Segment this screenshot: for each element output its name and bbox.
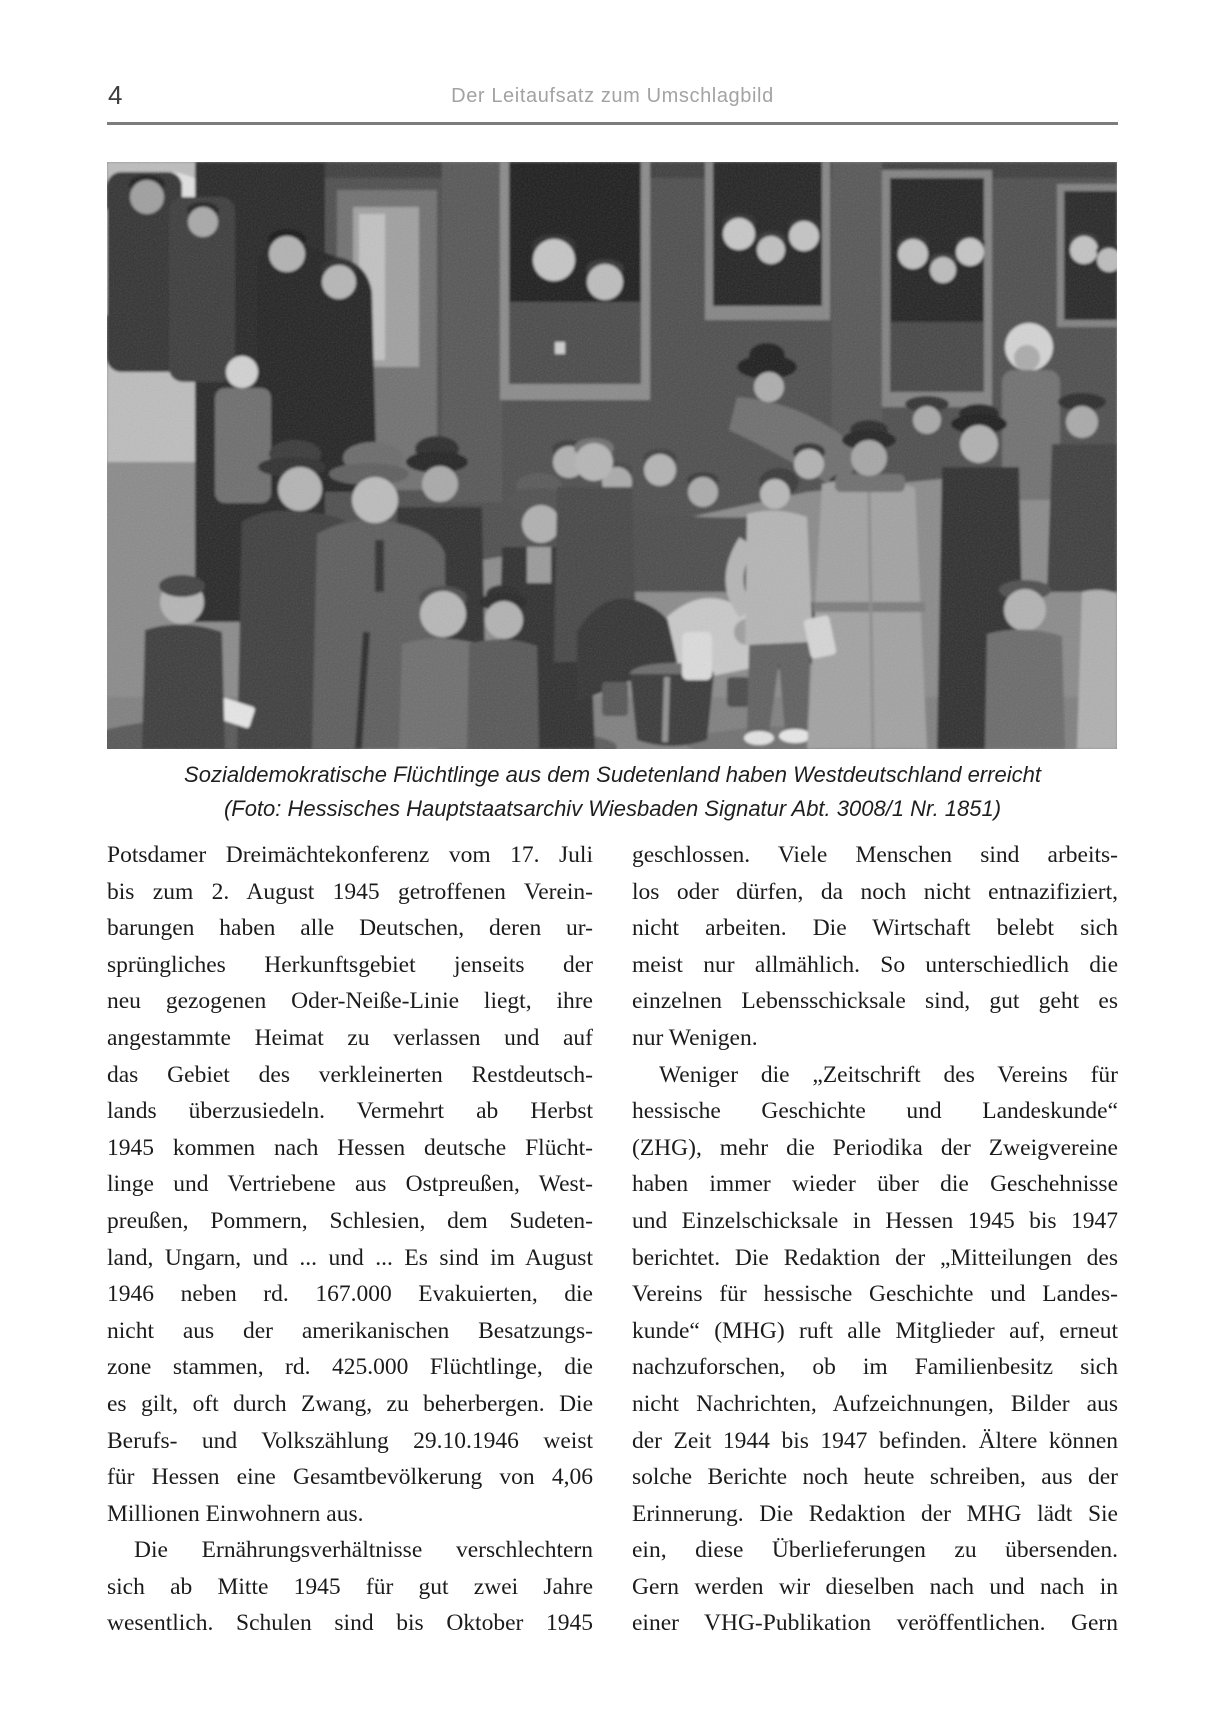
body-text: [107, 837, 1118, 1642]
text-line: los oder dürfen, da noch nicht entnazifiziert,: [632, 878, 1118, 905]
text-line: Berufs- und Volkszählung 29.10.1946 weist: [107, 1427, 593, 1454]
text-line: das Gebiet des verkleinerten Restdeutsch-: [107, 1061, 593, 1088]
photo-caption-line-2: (Foto: Hessisches Hauptstaatsarchiv Wiesbaden Signatur Abt. 3008/1 Nr. 1851): [223, 796, 1002, 821]
text-line: einzelnen Lebensschicksale sind, gut geht es: [632, 988, 1118, 1015]
text-column-right: [632, 837, 1118, 1642]
text-line: nicht Nachrichten, Aufzeichnungen, Bilder aus: [632, 1390, 1118, 1417]
photo-caption: [107, 758, 1118, 826]
text-line: barungen haben alle Deutschen, deren ur-: [107, 915, 593, 942]
text-line: nicht arbeiten. Die Wirtschaft belebt sich: [632, 915, 1118, 942]
page-content: [107, 0, 1118, 1642]
text-line: ein, diese Überlieferungen zu übersenden.: [632, 1537, 1118, 1564]
text-line: und Einzelschicksale in Hessen 1945 bis 1947: [632, 1207, 1118, 1234]
refugee-photo: [107, 162, 1117, 749]
text-line: es gilt, oft durch Zwang, zu beherbergen. Die: [107, 1390, 593, 1417]
text-line: neu gezogenen Oder-Neiße-Linie liegt, ihre: [107, 988, 593, 1015]
text-line: nur Wenigen.: [632, 1024, 758, 1051]
text-line: nachzuforschen, ob im Familienbesitz sich: [632, 1354, 1118, 1381]
text-line: haben immer wieder über die Geschehnisse: [632, 1171, 1118, 1198]
text-line: Millionen Einwohnern aus.: [107, 1500, 364, 1527]
running-head-title: Der Leitaufsatz zum Umschlagbild: [451, 85, 774, 107]
text-line: der Zeit 1944 bis 1947 befinden. Ältere können: [632, 1427, 1118, 1454]
text-line: kunde“ (MHG) ruft alle Mitglieder auf, erneut: [632, 1317, 1118, 1344]
text-line: Gern werden wir dieselben nach und nach in: [632, 1573, 1118, 1600]
text-line: linge und Vertriebene aus Ostpreußen, West-: [107, 1171, 593, 1198]
text-line: für Hessen eine Gesamtbevölkerung von 4,06: [107, 1464, 593, 1491]
text-line: sprüngliches Herkunftsgebiet jenseits der: [107, 951, 593, 978]
text-line: geschlossen. Viele Menschen sind arbeits-: [632, 842, 1118, 868]
text-line: Erinnerung. Die Redaktion der MHG lädt Sie: [632, 1500, 1118, 1527]
text-line: Weniger die „Zeitschrift des Vereins für: [659, 1061, 1118, 1088]
text-line: nicht aus der amerikanischen Besatzungs-: [107, 1317, 593, 1344]
text-line: zone stammen, rd. 425.000 Flüchtlinge, die: [107, 1354, 593, 1381]
text-line: 1945 kommen nach Hessen deutsche Flücht-: [107, 1134, 593, 1161]
text-line: wesentlich. Schulen sind bis Oktober 1945: [107, 1610, 593, 1637]
photo-caption-line-1: Sozialdemokratische Flüchtlinge aus dem Sudetenland haben Westdeutschland erreicht: [184, 762, 1041, 787]
page-header: [107, 0, 1118, 125]
text-line: hessische Geschichte und Landeskunde“: [632, 1098, 1118, 1125]
text-line: berichtet. Die Redaktion der „Mitteilungen des: [632, 1244, 1118, 1271]
text-line: meist nur allmählich. So unterschiedlich die: [632, 951, 1118, 978]
text-line: Vereins für hessische Geschichte und Landes-: [632, 1281, 1118, 1308]
text-line: preußen, Pommern, Schlesien, dem Sudeten-: [107, 1207, 593, 1234]
text-line: angestammte Heimat zu verlassen und auf: [107, 1024, 593, 1051]
text-line: sich ab Mitte 1945 für gut zwei Jahre: [107, 1573, 593, 1600]
text-line: Potsdamer Dreimächtekonferenz vom 17. Juli: [107, 842, 593, 868]
text-line: (ZHG), mehr die Periodika der Zweigvereine: [632, 1134, 1118, 1161]
page-number: 4: [108, 80, 123, 110]
text-line: bis zum 2. August 1945 getroffenen Verein-: [107, 878, 593, 905]
text-line: land, Ungarn, und ... und ... Es sind im August: [107, 1244, 593, 1271]
text-line: einer VHG-Publikation veröffentlichen. Gern: [632, 1610, 1118, 1637]
refugee-photo-illustration: [107, 162, 1117, 749]
text-line: lands überzusiedeln. Vermehrt ab Herbst: [107, 1098, 593, 1125]
text-line: 1946 neben rd. 167.000 Evakuierten, die: [107, 1281, 593, 1308]
text-line: Die Ernährungsverhältnisse verschlechtern: [134, 1537, 593, 1564]
text-line: solche Berichte noch heute schreiben, aus der: [632, 1464, 1118, 1491]
text-column-left: [107, 837, 593, 1642]
